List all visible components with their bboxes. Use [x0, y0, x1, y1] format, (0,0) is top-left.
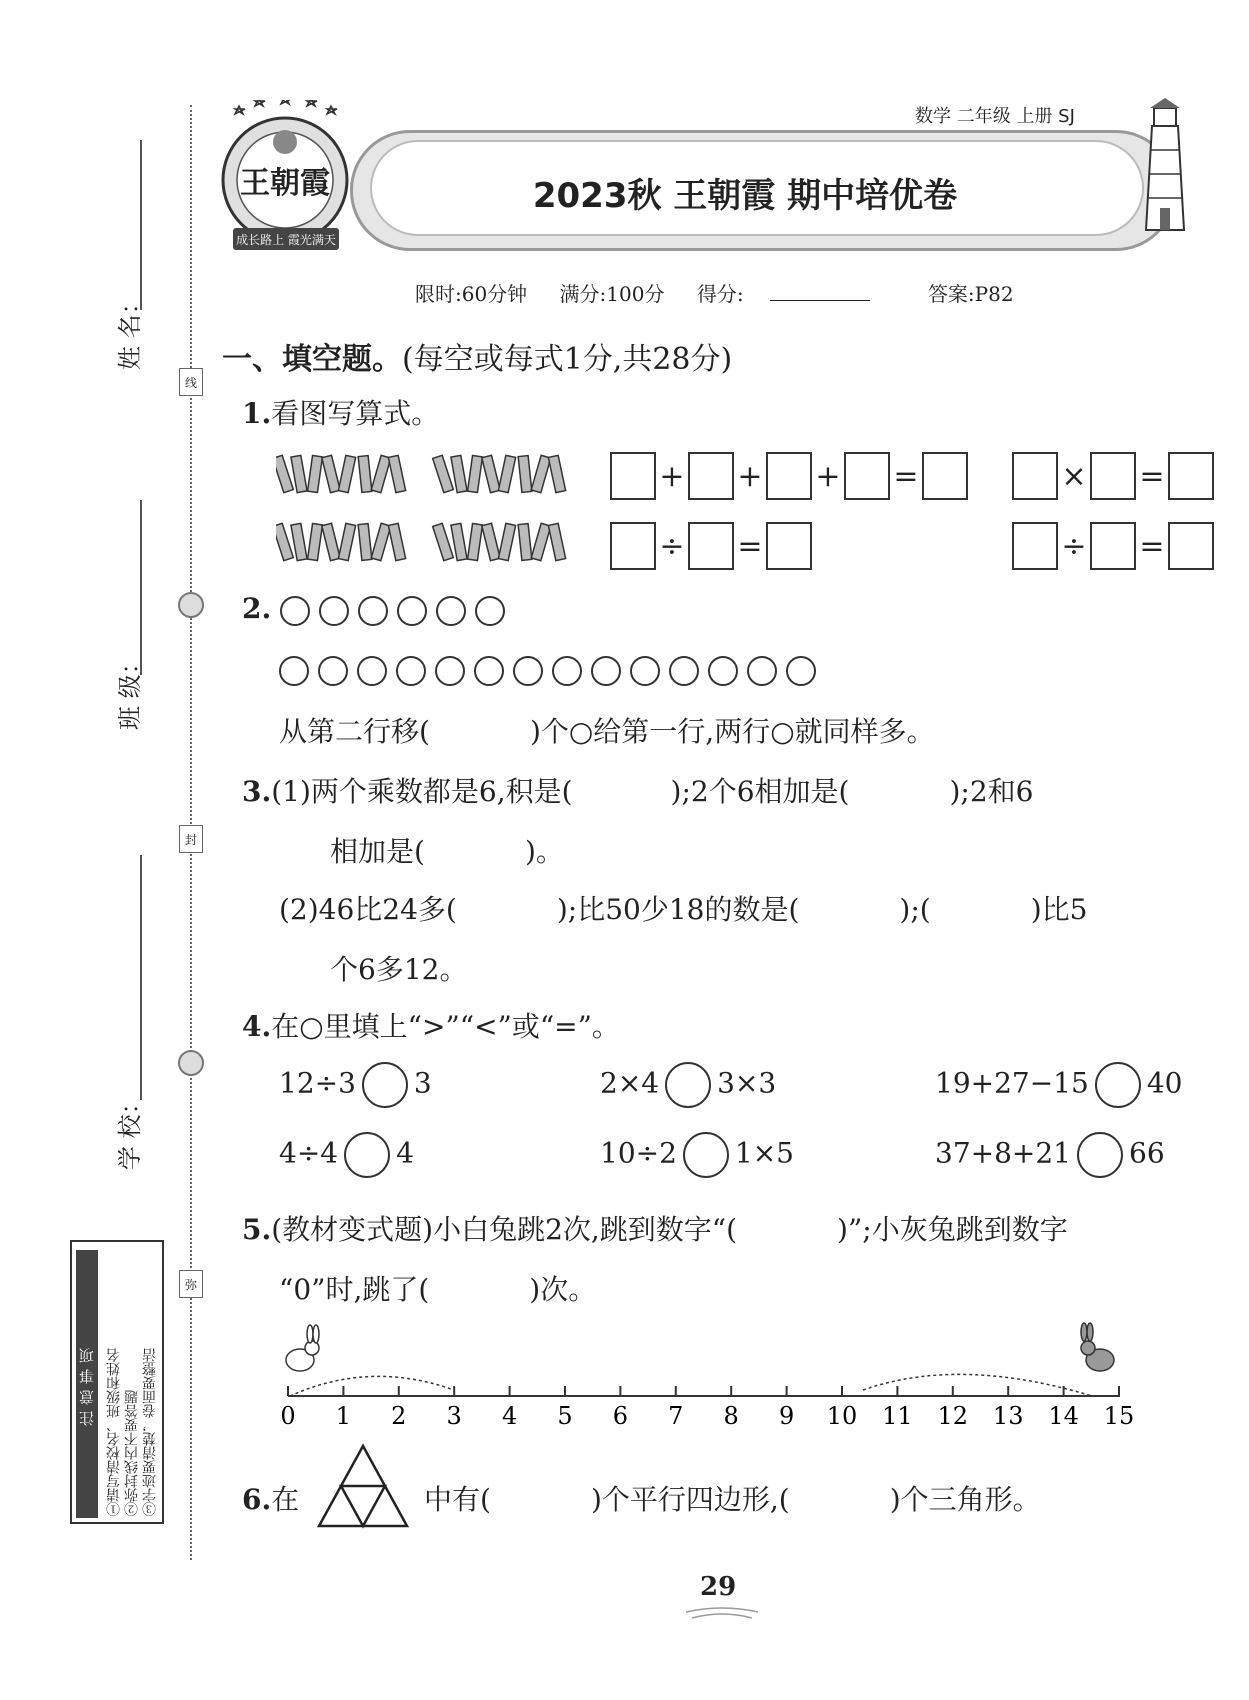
comparison-circle[interactable] — [683, 1132, 729, 1178]
comparison-right: 1×5 — [734, 1136, 794, 1170]
comparison-circle[interactable] — [344, 1132, 390, 1178]
comparison-item — [600, 1132, 794, 1178]
circle — [708, 656, 738, 686]
number-line-label: 6 — [612, 1402, 629, 1430]
answer-box[interactable] — [1012, 452, 1058, 500]
comparison-right: 3×3 — [717, 1066, 777, 1100]
circle — [318, 656, 348, 686]
wave-decoration — [682, 1604, 762, 1624]
full-score: 满分:100分 — [559, 282, 665, 306]
question-3-line-4: 个6多12。 — [330, 953, 468, 986]
circle — [747, 656, 777, 686]
circle — [436, 596, 466, 626]
answer-box[interactable] — [1168, 522, 1214, 570]
circle — [319, 596, 349, 626]
answer-box[interactable] — [688, 522, 734, 570]
lighthouse-icon — [1130, 98, 1200, 238]
number-line-label: 9 — [778, 1402, 795, 1430]
circle — [435, 656, 465, 686]
circle — [280, 596, 310, 626]
cut-mark-seal: 封 — [179, 825, 203, 853]
question-3-line-1: 3.(1)两个乘数都是6,积是( );2个6相加是( );2和6 — [242, 775, 1034, 808]
comparison-right: 66 — [1129, 1136, 1165, 1170]
question-5-line-2: “0”时,跳了( )次。 — [279, 1273, 597, 1306]
question-4: 4.在○里填上“>”“<”或“=”。 — [242, 1010, 620, 1043]
logo-text: 王朝霞 — [240, 166, 330, 201]
page-title: 2023秋 王朝霞 期中培优卷 — [532, 176, 958, 216]
number-line-label: 14 — [1048, 1402, 1079, 1430]
triangle-figure — [315, 1442, 411, 1530]
section-title: 一、填空题。(每空或每式1分,共28分) — [222, 342, 733, 377]
answer-box[interactable] — [610, 452, 656, 500]
circle — [396, 656, 426, 686]
logo-slogan: 成长路上 霞光满天 — [236, 233, 336, 247]
pencils-illustration — [276, 450, 576, 570]
gray-rabbit-icon — [1081, 1323, 1114, 1371]
number-line-label: 15 — [1103, 1402, 1135, 1430]
brand-logo — [215, 100, 355, 260]
answer-box[interactable] — [1012, 522, 1058, 570]
circle — [591, 656, 621, 686]
comparison-circle[interactable] — [362, 1062, 408, 1108]
circle — [358, 596, 388, 626]
comparison-circle[interactable] — [1077, 1132, 1123, 1178]
circle-row-1 — [280, 592, 514, 625]
answer-box[interactable] — [766, 522, 812, 570]
circle — [552, 656, 582, 686]
name-line[interactable] — [140, 140, 142, 310]
school-label: 学 校： — [116, 1090, 144, 1170]
comparison-circle[interactable] — [1095, 1062, 1141, 1108]
comparison-right: 3 — [413, 1066, 432, 1100]
answer-box[interactable] — [688, 452, 734, 500]
subject-line: 数学 二年级 上册 SJ — [915, 106, 1075, 127]
number-line-label: 3 — [446, 1402, 462, 1430]
div-equation-1: ÷ = — [610, 522, 812, 570]
section-note: (每空或每式1分,共28分) — [402, 342, 733, 377]
comparison-left: 2×4 — [600, 1066, 660, 1100]
answer-box[interactable] — [922, 452, 968, 500]
answer-box[interactable] — [1168, 452, 1214, 500]
notice-item: ③字迹要清楚，卷面要整洁 — [142, 1348, 158, 1516]
number-line-label: 4 — [501, 1402, 518, 1430]
number-line-label: 1 — [335, 1402, 352, 1430]
cut-mark-line: 线 — [179, 368, 203, 396]
circle — [397, 596, 427, 626]
comparison-circle[interactable] — [665, 1062, 711, 1108]
question-5-line-1: 5.(教材变式题)小白兔跳2次,跳到数字“( )”;小灰兔跳到数字 — [242, 1213, 1068, 1246]
answer-box[interactable] — [1090, 522, 1136, 570]
circle — [474, 656, 504, 686]
comparison-item — [935, 1132, 1165, 1178]
seal-icon — [178, 592, 204, 618]
comparison-item — [279, 1062, 432, 1108]
number-line-label: 2 — [391, 1402, 407, 1430]
question-6: 6.在 — [242, 1483, 300, 1516]
number-line-label: 8 — [723, 1402, 739, 1430]
question-3-line-2: 相加是( )。 — [330, 835, 564, 868]
score-blank[interactable] — [770, 282, 870, 301]
answer-box[interactable] — [766, 452, 812, 500]
comparison-left: 37+8+21 — [935, 1136, 1071, 1170]
white-rabbit-icon — [286, 1325, 319, 1371]
notice-box — [70, 1240, 164, 1524]
mul-equation: × = — [1012, 452, 1214, 500]
answer-ref: 答案:P82 — [927, 282, 1014, 306]
comparison-item — [935, 1062, 1182, 1108]
notice-item: ①请写清校名、班级和姓名 — [106, 1348, 122, 1516]
notice-item: ②弥封线内不要答题 — [124, 1390, 140, 1516]
question-6-text: 中有( )个平行四边形,( )个三角形。 — [424, 1483, 1041, 1516]
comparison-left: 10÷2 — [600, 1136, 677, 1170]
answer-box[interactable] — [844, 452, 890, 500]
answer-box[interactable] — [1090, 452, 1136, 500]
comparison-left: 19+27−15 — [935, 1066, 1089, 1100]
name-label: 姓 名： — [116, 290, 144, 370]
page-number: 29 — [700, 1572, 737, 1602]
number-line-label: 11 — [882, 1402, 913, 1430]
class-line[interactable] — [140, 500, 142, 675]
seal-icon — [178, 1050, 204, 1076]
school-line[interactable] — [140, 855, 142, 1100]
circle — [786, 656, 816, 686]
number-line-label: 7 — [668, 1402, 684, 1430]
number-line — [260, 1320, 1160, 1440]
score-label: 得分: — [696, 282, 744, 306]
number-line-label: 12 — [937, 1402, 969, 1430]
info-bar — [415, 278, 1040, 307]
cut-mark-secret: 弥 — [179, 1270, 203, 1298]
notice-title: 注意事项 — [76, 1250, 98, 1518]
number-line-label: 10 — [826, 1402, 858, 1430]
question-2-text: 从第二行移( )个○给第一行,两行○就同样多。 — [279, 715, 935, 748]
class-label: 班 级： — [116, 650, 144, 730]
circle — [630, 656, 660, 686]
add-equation: + + + = — [610, 452, 968, 500]
question-3-line-3: (2)46比24多( );比50少18的数是( );( )比5 — [279, 893, 1088, 926]
answer-box[interactable] — [610, 522, 656, 570]
question-2: 2. — [242, 592, 514, 626]
comparison-left: 12÷3 — [279, 1066, 356, 1100]
comparison-item — [600, 1062, 776, 1108]
circle — [279, 656, 309, 686]
question-1: 1.看图写算式。 — [242, 397, 440, 430]
circle-row-2 — [279, 652, 825, 686]
number-line-label: 0 — [280, 1402, 296, 1430]
number-line-label: 13 — [992, 1402, 1024, 1430]
comparison-item — [279, 1132, 414, 1178]
time-limit: 限时:60分钟 — [415, 282, 528, 306]
circle — [669, 656, 699, 686]
comparison-right: 40 — [1146, 1066, 1183, 1100]
number-line-label: 5 — [557, 1402, 573, 1430]
comparison-left: 4÷4 — [279, 1136, 339, 1170]
circle — [475, 596, 505, 626]
circle — [513, 656, 543, 686]
circle — [357, 656, 387, 686]
div-equation-2: ÷ = — [1012, 522, 1214, 570]
comparison-right: 4 — [396, 1136, 414, 1170]
